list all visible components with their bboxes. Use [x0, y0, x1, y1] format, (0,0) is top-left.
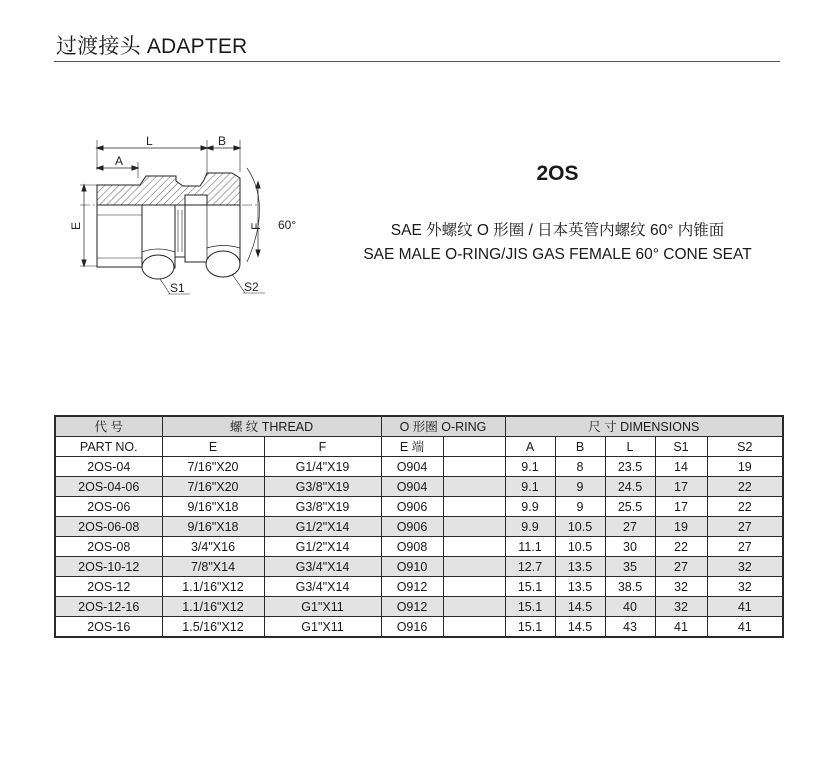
- cell-oring: O906: [381, 497, 443, 517]
- cell-s1: 32: [655, 597, 707, 617]
- cell-blank: [443, 597, 505, 617]
- cell-e: 3/4"X16: [162, 537, 264, 557]
- cell-f: G1"X11: [264, 597, 381, 617]
- header-s2: S2: [707, 437, 783, 457]
- cell-s2: 41: [707, 597, 783, 617]
- cell-a: 15.1: [505, 597, 555, 617]
- label-b: B: [218, 134, 227, 148]
- cell-blank: [443, 497, 505, 517]
- cell-b: 9: [555, 477, 605, 497]
- cell-blank: [443, 577, 505, 597]
- table-row: [55, 557, 783, 577]
- cell-f: G3/8"X19: [264, 477, 381, 497]
- cell-e: 7/16"X20: [162, 477, 264, 497]
- cell-part: 2OS-04: [55, 457, 162, 477]
- cell-s2: 32: [707, 577, 783, 597]
- cell-part: 2OS-12: [55, 577, 162, 597]
- description-en: SAE MALE O-RING/JIS GAS FEMALE 60° CONE SEAT: [363, 246, 752, 263]
- cell-blank: [443, 617, 505, 638]
- header-code-cn: 代 号: [55, 416, 162, 437]
- cell-l: 38.5: [605, 577, 655, 597]
- cell-a: 9.1: [505, 477, 555, 497]
- cell-l: 43: [605, 617, 655, 638]
- cell-part: 2OS-10-12: [55, 557, 162, 577]
- header-f: F: [264, 437, 381, 457]
- cell-e: 1.1/16"X12: [162, 597, 264, 617]
- table-row: [55, 517, 783, 537]
- cell-f: G1/2"X14: [264, 517, 381, 537]
- cell-s1: 19: [655, 517, 707, 537]
- cell-b: 10.5: [555, 517, 605, 537]
- cell-oring: O908: [381, 537, 443, 557]
- cell-e: 7/16"X20: [162, 457, 264, 477]
- header-e: E: [162, 437, 264, 457]
- cell-s2: 19: [707, 457, 783, 477]
- spec-table: [54, 415, 784, 638]
- cell-l: 24.5: [605, 477, 655, 497]
- header-blank: [443, 437, 505, 457]
- cell-f: G1/2"X14: [264, 537, 381, 557]
- cell-b: 13.5: [555, 577, 605, 597]
- cell-oring: O916: [381, 617, 443, 638]
- cell-b: 8: [555, 457, 605, 477]
- cell-a: 15.1: [505, 577, 555, 597]
- header-e-end: E 端: [381, 437, 443, 457]
- cell-oring: O912: [381, 577, 443, 597]
- cell-s1: 17: [655, 497, 707, 517]
- cell-f: G3/8"X19: [264, 497, 381, 517]
- label-s2: S2: [244, 280, 259, 294]
- cell-b: 13.5: [555, 557, 605, 577]
- header-oring: O 形圈 O-RING: [381, 416, 505, 437]
- cell-oring: O904: [381, 457, 443, 477]
- table-row: [55, 537, 783, 557]
- header-thread: 螺 纹 THREAD: [162, 416, 381, 437]
- title-divider: [54, 61, 780, 62]
- cell-blank: [443, 477, 505, 497]
- table-row: [55, 497, 783, 517]
- cell-s2: 27: [707, 537, 783, 557]
- table-row: [55, 457, 783, 477]
- label-a: A: [115, 154, 124, 168]
- cell-f: G3/4"X14: [264, 557, 381, 577]
- label-angle: 60°: [278, 218, 297, 232]
- model-code: 2OS: [536, 162, 579, 185]
- page-title: 过渡接头 ADAPTER: [56, 35, 248, 58]
- cell-blank: [443, 557, 505, 577]
- cell-e: 1.1/16"X12: [162, 577, 264, 597]
- cell-s2: 22: [707, 477, 783, 497]
- table-row: [55, 617, 783, 638]
- description-cn: SAE 外螺纹 O 形圈 / 日本英管内螺纹 60° 内锥面: [390, 222, 725, 239]
- cell-a: 9.9: [505, 517, 555, 537]
- cell-part: 2OS-16: [55, 617, 162, 638]
- cell-b: 14.5: [555, 597, 605, 617]
- cell-part: 2OS-06: [55, 497, 162, 517]
- cell-a: 12.7: [505, 557, 555, 577]
- cell-f: G1/4"X19: [264, 457, 381, 477]
- cell-l: 27: [605, 517, 655, 537]
- header-l: L: [605, 437, 655, 457]
- cell-s1: 27: [655, 557, 707, 577]
- cell-l: 35: [605, 557, 655, 577]
- cell-s2: 27: [707, 517, 783, 537]
- cell-part: 2OS-06-08: [55, 517, 162, 537]
- cell-l: 30: [605, 537, 655, 557]
- cell-s2: 41: [707, 617, 783, 638]
- header-part-no: PART NO.: [55, 437, 162, 457]
- cell-blank: [443, 457, 505, 477]
- cell-part: 2OS-04-06: [55, 477, 162, 497]
- cell-a: 11.1: [505, 537, 555, 557]
- table-row: [55, 477, 783, 497]
- cell-e: 9/16"X18: [162, 497, 264, 517]
- cell-e: 7/8"X14: [162, 557, 264, 577]
- cell-a: 15.1: [505, 617, 555, 638]
- cell-s2: 22: [707, 497, 783, 517]
- header-s1: S1: [655, 437, 707, 457]
- cell-blank: [443, 517, 505, 537]
- table-row: [55, 577, 783, 597]
- cell-f: G3/4"X14: [264, 577, 381, 597]
- label-s1: S1: [170, 281, 185, 295]
- table-row: [55, 597, 783, 617]
- label-f: F: [249, 222, 263, 230]
- cell-s1: 14: [655, 457, 707, 477]
- cell-part: 2OS-08: [55, 537, 162, 557]
- label-l: L: [146, 134, 153, 148]
- cell-oring: O910: [381, 557, 443, 577]
- header-a: A: [505, 437, 555, 457]
- cell-a: 9.1: [505, 457, 555, 477]
- label-e: E: [69, 221, 83, 230]
- cell-s2: 32: [707, 557, 783, 577]
- cell-s1: 41: [655, 617, 707, 638]
- cell-l: 23.5: [605, 457, 655, 477]
- header-b: B: [555, 437, 605, 457]
- cell-s1: 17: [655, 477, 707, 497]
- cell-a: 9.9: [505, 497, 555, 517]
- cell-s1: 32: [655, 577, 707, 597]
- header-dimensions: 尺 寸 DIMENSIONS: [505, 416, 783, 437]
- cell-b: 14.5: [555, 617, 605, 638]
- cell-part: 2OS-12-16: [55, 597, 162, 617]
- cell-l: 40: [605, 597, 655, 617]
- cell-oring: O906: [381, 517, 443, 537]
- cell-b: 10.5: [555, 537, 605, 557]
- cell-oring: O904: [381, 477, 443, 497]
- cell-e: 9/16"X18: [162, 517, 264, 537]
- cell-l: 25.5: [605, 497, 655, 517]
- cell-b: 9: [555, 497, 605, 517]
- cell-f: G1"X11: [264, 617, 381, 638]
- cell-oring: O912: [381, 597, 443, 617]
- cell-blank: [443, 537, 505, 557]
- cell-e: 1.5/16"X12: [162, 617, 264, 638]
- cell-s1: 22: [655, 537, 707, 557]
- fitting-drawing: [60, 130, 310, 305]
